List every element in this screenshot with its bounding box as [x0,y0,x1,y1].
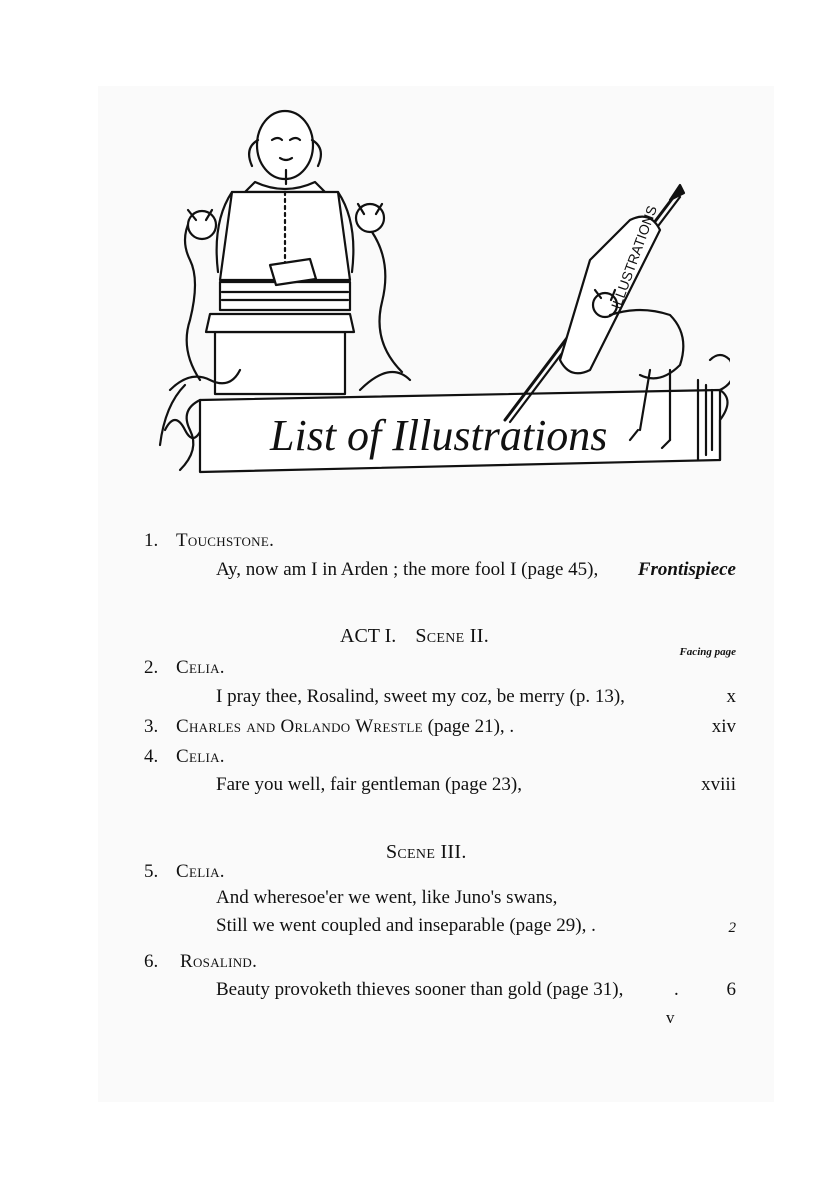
entry-4-page: xviii [701,774,736,795]
banner-title: List of Illustrations [270,411,608,460]
page-folio: v [666,1008,675,1027]
entry-6-subject: Rosalind. [180,951,258,972]
entry-6-page: 6 [726,979,736,1000]
entry-6-caption: Beauty provoketh thieves sooner than gold (page 31), [216,979,624,1000]
header-illustration [150,100,730,495]
entry-1-number: 1. [144,530,159,551]
entry-3-line [176,715,514,739]
entry-6-leader-dot: . [674,979,679,1000]
entry-1-subject: Touchstone. [176,530,275,551]
shakespeare-figure [206,111,354,394]
act-label: ACT I. [340,625,397,647]
entry-1-page: Frontispiece [637,559,736,580]
entry-3-number: 3. [144,716,159,737]
entry-5-page: 2 [728,920,736,936]
entry-6-number: 6. [144,951,159,972]
scene-2-heading: Scene II. [415,625,490,647]
scene-3-heading: Scene III. [386,841,467,863]
act-heading [340,624,489,648]
entry-1-caption: Ay, now am I in Arden ; the more fool I (page 45), [216,559,599,580]
entry-5-caption-line-1: And wheresoe'er we went, like Juno's swans, [216,887,558,908]
entry-3-page: xiv [711,716,736,737]
entry-2-subject: Celia. [176,657,225,678]
entry-5-subject: Celia. [176,861,225,882]
entry-4-subject: Celia. [176,746,225,767]
right-imp [356,204,410,390]
entry-2-page: x [726,686,736,707]
entry-2-caption: I pray thee, Rosalind, sweet my coz, be merry (p. 13), [216,686,625,707]
scroll-lettering: ILLUSTRATIONS [607,203,660,312]
facing-page-label: Facing page [679,646,736,658]
entry-4-number: 4. [144,746,159,767]
entry-5-number: 5. [144,861,159,882]
entry-2-number: 2. [144,657,159,678]
entry-4-caption: Fare you well, fair gentleman (page 23), [216,774,522,795]
entry-3-caption: (page 21), . [427,716,515,737]
entry-3-subject: Charles and Orlando Wrestle [176,716,423,737]
entry-5-caption-line-2: Still we went coupled and inseparable (page 29), . [216,915,596,936]
